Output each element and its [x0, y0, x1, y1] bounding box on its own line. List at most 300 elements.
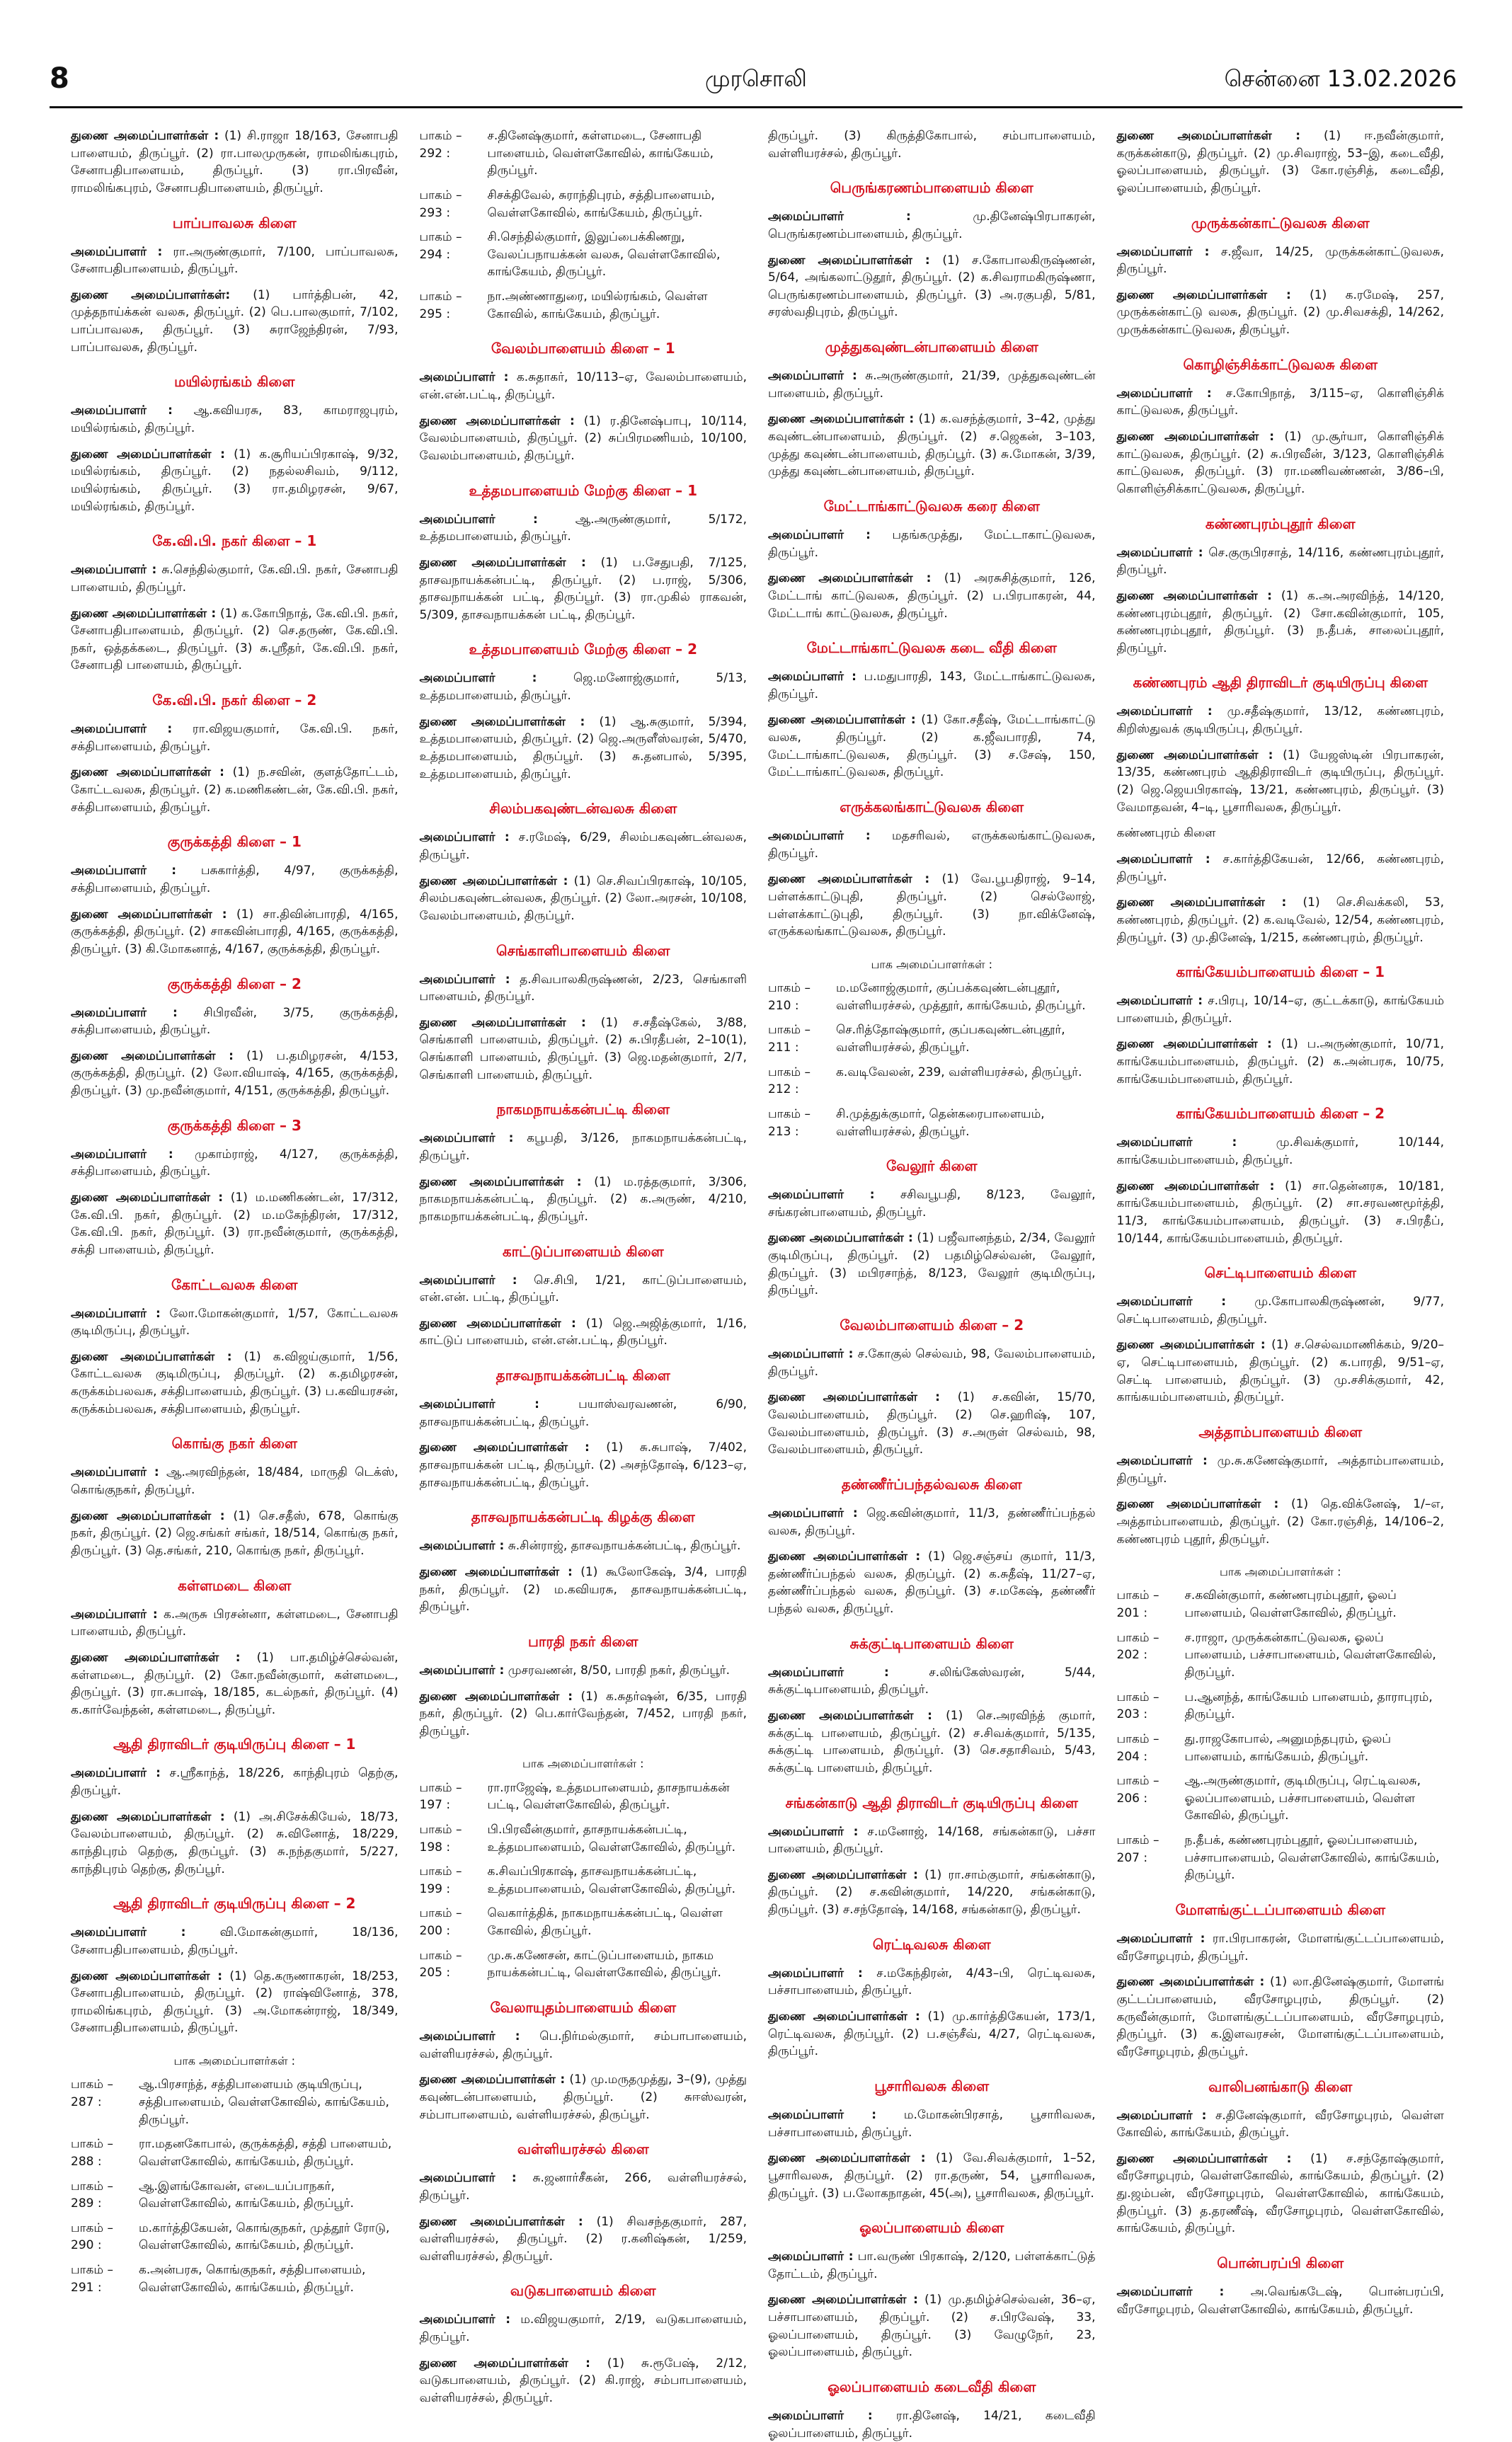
- branch-title: மேட்டாங்காட்டுவலசு கரை கிளை: [823, 497, 1040, 515]
- role-label: துணை அமைப்பாளர்கள் :: [768, 1867, 918, 1882]
- booth-row: [420, 1905, 748, 1939]
- member-details: ஆ.அரவிந்தன், 18/484, மாருதி டெக்ஸ், கொங்குநகர், திருப்பூர்.: [71, 1465, 399, 1498]
- member-paragraph: [1117, 894, 1445, 946]
- section-subhead: பாக அமைப்பாளர்கள் :: [1220, 1565, 1341, 1579]
- member-paragraph: [1117, 385, 1445, 420]
- role-label: துணை அமைப்பாளர்கள் :: [71, 447, 225, 462]
- branch-entry: [420, 1507, 748, 1616]
- role-label: துணை அமைப்பாளர்கள் :: [1116, 895, 1287, 910]
- member-details: ரா.விஜயகுமார், கே.வி.பி. நகர், சக்திபாளையம், திருப்பூர்.: [71, 722, 399, 754]
- role-label: துணை அமைப்பாளர்கள் :: [419, 2214, 583, 2229]
- branch-title: பொன்பரப்பி கிளை: [1217, 2254, 1344, 2271]
- branch-title: கே.வி.பி. நகர் கிளை – 2: [152, 692, 317, 709]
- booth-number: பாகம் – 212 :: [768, 1065, 811, 1097]
- role-label: அமைப்பாளர் :: [71, 1005, 178, 1020]
- member-paragraph: [768, 2407, 1096, 2442]
- booth-number: பாகம் – 204 :: [1116, 1731, 1159, 1764]
- member-paragraph: [420, 1315, 748, 1350]
- booth-details: ந.தீபக், கண்ணபுரம்புதூர், ஓலப்பாளையம், பச்சாபாளையம், வெள்ளகோவில், காங்கேயம், திருப்பூர்.: [1184, 1833, 1440, 1883]
- member-details: சசிவபூபதி, 8/123, வேலூர், சங்கரன்பாளையம், திருப்பூர்.: [768, 1188, 1096, 1220]
- booth-row: [1117, 1629, 1445, 1682]
- branch-title: ஓலப்பாளையம் கிளை: [859, 2219, 1004, 2237]
- section-subhead: பாக அமைப்பாளர்கள் :: [522, 1757, 644, 1771]
- member-details: (1) மு.தமிழ்ச்செல்வன், 36–ஏ, பச்சாபாளையம், திருப்பூர். (2) ச.பிரவேஷ், 33, ஓலப்பாளையம், திருப்பூர். (3) வேழுநேர், 23, ஓலப்பாளையம், திருப்பூர்.: [768, 2293, 1096, 2360]
- booth-details: சி.முத்துக்குமார், தென்கரைபாளையம், வள்ளியரச்சல், திருப்பூர்.: [836, 1106, 1045, 1139]
- member-paragraph: [768, 1389, 1096, 1459]
- member-details: (1) கூலோகேஷ், 3/4, பாரதி நகர், திருப்பூர். (2) ம.கவியரசு, தாசவநாயக்கன்பட்டி, திருப்பூர்.: [419, 1564, 748, 1615]
- branch-title: மேட்டாங்காட்டுவலசு கடை வீதி கிளை: [806, 639, 1057, 657]
- role-label: துணை அமைப்பாளர்கள் :: [419, 2073, 566, 2087]
- member-paragraph: [1117, 1496, 1445, 1548]
- member-paragraph: [71, 1004, 399, 1039]
- booth-number: பாகம் – 201 :: [1116, 1588, 1159, 1621]
- booth-details: ச.ராஜா, முருக்கன்காட்டுவலசு, ஓலப் பாளையம், பச்சாபாளையம், வெள்ளகோவில், திருப்பூர்.: [1184, 1630, 1436, 1680]
- role-label: அமைப்பாளர் :: [768, 2409, 873, 2423]
- branch-entry: [420, 2139, 748, 2265]
- member-details: செ.சிபி, 1/21, காட்டுப்பாளையம், என்.என். பட்டி, திருப்பூர்.: [419, 1273, 748, 1305]
- branch-entry: [768, 1156, 1096, 1300]
- member-details: (1) ம.மணிகண்டன், 17/312, கே.வி.பி. நகர், திருப்பூர். (2) ம.மகேந்திரன், 17/312, கே.வி.பி. நகர், திருப்பூர். (3) ரா.நவீன்குமார், குருக்கத்தி, சக்தி பாளையம், திருப்பூர்.: [71, 1190, 399, 1257]
- branch-title: கண்ணபுரம்புதூர் கிளை: [1205, 515, 1356, 532]
- branch-entry: [71, 1893, 399, 2037]
- booth-number: பாகம் – 207 :: [1116, 1833, 1159, 1865]
- role-label: அமைப்பாளர் :: [768, 829, 871, 844]
- member-paragraph: [1117, 2107, 1445, 2142]
- member-details: (1) லா.தினேஷ்குமார், மோளங் குட்டப்பாளையம், வீரசோழபுரம், திருப்பூர். (2) கருவீன்குமார், மோளங்குட்டப்பாளையம், வீரசோழபுரம், திருப்பூர். (3) க.இளவரசன், மோளங்குட்டப்பாளையம், வீரசோழபுரம், திருப்பூர்.: [1116, 1975, 1445, 2059]
- role-label: அமைப்பாளர் :: [419, 1663, 505, 1678]
- branch-entry: [71, 690, 399, 816]
- member-paragraph: [71, 287, 399, 357]
- role-label: அமைப்பாளர் :: [1116, 2285, 1225, 2299]
- branch-entry: [768, 1634, 1096, 1777]
- branch-entry: [420, 1242, 748, 1351]
- branch-title: முருக்கன்காட்டுவலசு கிளை: [1191, 214, 1370, 231]
- branch-title: செங்காளிபாளையம் கிளை: [496, 941, 670, 959]
- role-label: அமைப்பாளர் :: [768, 369, 857, 384]
- booth-details: ஆ.இளங்கோவன், எடையப்பாநகர், வெள்ளகோவில், காங்கேயம், திருப்பூர்.: [139, 2179, 354, 2211]
- member-paragraph: [768, 367, 1096, 402]
- member-paragraph: [71, 605, 399, 675]
- booth-row: [71, 2076, 399, 2128]
- role-label: அமைப்பாளர் :: [1116, 386, 1212, 401]
- booth-row: [71, 2136, 399, 2170]
- branch-entry: [1117, 1104, 1445, 1247]
- member-details: (1) க.ரமேஷ், 257, முருக்கன்காட்டு வலசு, திருப்பூர். (2) மு.சிவசக்தி, 14/262, முருக்கன்காட்டுவலசு, திருப்பூர்.: [1116, 287, 1445, 338]
- role-label: துணை அமைப்பாளர்கள் :: [1116, 1179, 1275, 1193]
- branch-title: குருக்கத்தி கிளை – 1: [167, 833, 302, 851]
- member-details: ச.கார்த்திகேயன், 12/66, கண்ணபுரம், திருப்பூர்.: [1116, 852, 1445, 884]
- branch-title: வாலிபனங்காடு கிளை: [1208, 2077, 1353, 2095]
- member-paragraph: [768, 1229, 1096, 1300]
- member-details: வி.மோகன்குமார், 18/136, சேனாபதிபாளையம், திருப்பூர்.: [71, 1925, 399, 1957]
- member-details: (1) ரா.சாம்குமார், சங்கன்காடு, திருப்பூர். (2) ச.கவின்குமார், 14/220, சங்கன்காடு, திருப்பூர். (3) ச.சந்தோஷ், 14/168, சங்கன்காடு, திருப்பூர்.: [768, 1867, 1096, 1918]
- member-details: சு.செந்தில்குமார், கே.வி.பி. நகர், சேனாபதி பாளையம், திருப்பூர்.: [71, 563, 399, 595]
- booth-details: சிசக்திவேல், சுராந்திபுரம், சத்திபாளையம், வெள்ளகோவில், காங்கேயம், திருப்பூர்.: [487, 188, 715, 220]
- branch-title: சங்கன்காடு ஆதி திராவிடர் குடியிருப்பு கிளை: [785, 1794, 1078, 1811]
- role-label: துணை அமைப்பாளர்கள் :: [71, 907, 227, 922]
- branch-entry: [768, 496, 1096, 622]
- member-paragraph: [1117, 428, 1445, 498]
- role-label: துணை அமைப்பாளர்கள் :: [768, 253, 930, 268]
- member-details: (1) மு.சூர்யா, கொளிஞ்சிக் காட்டுவலசு, திருப்பூர். (2) சு.பிரவீன், 3/123, கொளிஞ்சிக் காட்டுவலசு, திருப்பூர். (3) ரா.மணிவண்ணன், 3/86–பி, கொளிஞ்சிக்காட்டுவலசு, திருப்பூர்.: [1116, 430, 1444, 496]
- member-paragraph: [1117, 747, 1445, 817]
- branch-entry: [768, 797, 1096, 941]
- member-details: (1) சா.தென்னரசு, 10/181, காங்கேயம்பாளையம், திருப்பூர். (2) சா.சரவணமூர்த்தி, 11/3, காங்கேயம்பாளையம், திருப்பூர். (3) ச.பிரதீப், 10/144, காங்கேயம்பாளையம், திருப்பூர்.: [1116, 1179, 1445, 1246]
- role-label: அமைப்பாளர் :: [768, 1824, 859, 1839]
- role-label: அமைப்பாளர் :: [768, 1347, 854, 1362]
- member-details: செ.குருபிரசாத், 14/116, கண்ணபுரம்புதூர், திருப்பூர்.: [1116, 545, 1444, 578]
- branch-entry: [768, 1934, 1096, 2060]
- branch-title: ஓலப்பாளையம் கடைவீதி கிளை: [827, 2378, 1036, 2395]
- branch-entry: [768, 1315, 1096, 1459]
- role-label: துணை அமைப்பாளர்கள் :: [768, 2151, 926, 2166]
- member-details: முகாம்ராஜ், 4/127, குருக்கத்தி, சக்திபாளையம், திருப்பூர்.: [71, 1147, 399, 1179]
- booth-row: [768, 980, 1096, 1014]
- role-label: அமைப்பாளர் :: [71, 722, 173, 737]
- role-label: துணை அமைப்பாளர்கள் :: [1116, 1037, 1272, 1052]
- booth-number: பாகம் – 198 :: [419, 1822, 462, 1855]
- member-paragraph: [1117, 1973, 1445, 2060]
- section-subhead: பாக அமைப்பாளர்கள் :: [871, 957, 992, 971]
- role-label: துணை அமைப்பாளர்கள் :: [71, 1968, 223, 1983]
- member-details: (1) ப.தமிழரசன், 4/153, குருக்கத்தி, திருப்பூர். (2) லோ.வியாஷ், 4/165, குருக்கத்தி, திருப்பூர். (3) மு.நவீன்குமார், 4/151, குருக்கத்தி, திருப்பூர்.: [71, 1048, 399, 1099]
- booth-row: [420, 288, 748, 323]
- member-details: சு.அருண்குமார், 21/39, முத்துகவுண்டன் பாளையம், திருப்பூர்.: [768, 369, 1096, 401]
- branch-title: ஆதி திராவிடர் குடியிருப்பு கிளை – 2: [113, 1895, 356, 1913]
- member-paragraph: [768, 1186, 1096, 1221]
- member-paragraph: [71, 1968, 399, 2038]
- member-paragraph: [1117, 243, 1445, 278]
- role-label: துணை அமைப்பாளர்கள் :: [419, 1316, 576, 1331]
- booth-details: வெகார்த்திக், நாகமநாயக்கன்பட்டி, வெள்ள கோவில், திருப்பூர்.: [487, 1906, 723, 1939]
- member-details: பா.வருண் பிரகாஷ், 2/120, பள்ளக்காட்டுத் தோட்டம், திருப்பூர்.: [768, 2249, 1096, 2281]
- booth-row: [420, 127, 748, 180]
- booth-row: [420, 1947, 748, 1982]
- member-paragraph: [1117, 1336, 1445, 1406]
- member-details: ச.தினேஷ்குமார், வீரசோழபுரம், வெள்ள கோவில், காங்கேயம், திருப்பூர்.: [1116, 2108, 1445, 2140]
- member-paragraph: [1117, 825, 1445, 842]
- branch-title: வள்ளியரச்சல் கிளை: [517, 2140, 649, 2158]
- booth-row: [420, 1779, 748, 1814]
- booth-details: க.அன்பரசு, கொங்குநகர், சத்திபாளையம், வெள்ளகோவில், காங்கேயம், திருப்பூர்.: [139, 2263, 366, 2295]
- role-label: அமைப்பாளர் :: [419, 1273, 517, 1288]
- member-details: (1) அரசுசித்குமார், 126, மேட்டாங் காட்டுவலசு, திருப்பூர். (2) ப.பிரபாகரன், 44, மேட்டாங் காட்டுவலசு, திருப்பூர்.: [768, 571, 1096, 621]
- role-label: துணை அமைப்பாளர்கள் :: [419, 2356, 590, 2371]
- member-details: பெ.நிர்மல்குமார், சம்பாபாளையம், வள்ளியரச்சல், திருப்பூர்.: [419, 2029, 748, 2061]
- role-label: துணை அமைப்பாளர்கள் :: [1116, 430, 1274, 445]
- member-details: ரா.தினேஷ், 14/21, கடைவீதி ஓலப்பாளையம், திருப்பூர்.: [768, 2409, 1096, 2441]
- member-details: (1) செ.சதீஸ், 678, கொங்கு நகர், திருப்பூர். (2) ஜெ.சங்கர் சங்கர், 18/514, கொங்கு நகர், திருப்பூர். (3) தெ.சங்கர், 210, கொங்கு நகர், திருப்பூர்.: [71, 1508, 399, 1558]
- branch-entry: [768, 178, 1096, 321]
- branch-entry: [420, 639, 748, 783]
- role-label: அமைப்பாளர் :: [419, 2029, 520, 2044]
- role-label: அமைப்பாளர் :: [1116, 1135, 1237, 1150]
- booth-details: நா.அண்ணாதுரை, மயில்ரங்கம், வெள்ள கோவில், காங்கேயம், திருப்பூர்.: [487, 290, 708, 321]
- role-label: அமைப்பாளர் :: [768, 210, 911, 224]
- role-label: துணை அமைப்பாளர்கள் :: [71, 129, 219, 143]
- booth-number: பாகம் – 213 :: [768, 1106, 811, 1139]
- booth-number: பாகம் – 197 :: [419, 1780, 462, 1813]
- member-details: (1) க.கோபிநாத், கே.வி.பி. நகர், சேனாபதிபாளையம், திருப்பூர். (2) செ.தருண், கே.வி.பி. நகர், ஒத்தக்கடை, திருப்பூர். (3) சு.ஸ்ரீதர், கே.வி.பி. நகர், சேனாபதி பாளையம், திருப்பூர்.: [71, 606, 399, 673]
- booth-number: பாகம் – 291 :: [71, 2263, 113, 2295]
- booth-row: [1117, 1772, 1445, 1825]
- booth-row: [420, 1821, 748, 1856]
- member-details: (1) தெ.விக்னேஷ், 1/–எ, அத்தாம்பாளையம், திருப்பூர். (2) கோ.ரஞ்சித், 14/106–2, கண்ணபுரம் புதூர், திருப்பூர்.: [1116, 1497, 1445, 1547]
- role-label: துணை அமைப்பாளர்கள் :: [419, 714, 585, 729]
- member-paragraph: [768, 1346, 1096, 1380]
- booth-row: [768, 1021, 1096, 1056]
- member-paragraph: [1117, 1134, 1445, 1169]
- role-label: அமைப்பாளர் :: [1116, 704, 1213, 719]
- role-label: அமைப்பாளர் :: [1116, 1295, 1227, 1309]
- member-paragraph: [1117, 1930, 1445, 1965]
- booth-row: [71, 2262, 399, 2296]
- booth-row: [420, 187, 748, 222]
- role-label: துணை அமைப்பாளர்கள் :: [71, 1650, 241, 1665]
- role-label: துணை அமைப்பாளர்கள் :: [768, 713, 916, 728]
- member-paragraph: [71, 906, 399, 958]
- branch-title: கொழிஞ்சிக்காட்டுவலசு கிளை: [1183, 355, 1378, 373]
- member-paragraph: [420, 1130, 748, 1164]
- role-label: அமைப்பாளர் :: [71, 403, 173, 418]
- role-label: துணை அமைப்பாளர்கள் :: [768, 1708, 932, 1723]
- branch-title: வேலம்பாளையம் கிளை – 2: [840, 1317, 1024, 1334]
- member-details: பசுகார்த்தி, 4/97, குருக்கத்தி, சக்திபாளையம், திருப்பூர்.: [71, 864, 399, 895]
- branch-title: ஆதி திராவிடர் குடியிருப்பு கிளை – 1: [113, 1736, 356, 1753]
- branch-title: சுக்குட்டிபாளையம் கிளை: [849, 1634, 1014, 1652]
- role-label: அமைப்பாளர் :: [419, 972, 510, 987]
- member-paragraph: [768, 1823, 1096, 1858]
- role-label: அமைப்பாளர் :: [419, 1539, 505, 1554]
- role-label: அமைப்பாளர் :: [1116, 545, 1203, 560]
- role-label: அமைப்பாளர் :: [71, 1607, 158, 1622]
- branch-entry: [420, 1365, 748, 1491]
- booth-details: து.ராஜகோபால், அனுமந்தபுரம், ஓலப் பாளையம், காங்கேயம், திருப்பூர்.: [1184, 1731, 1391, 1764]
- role-label: துணை அமைப்பாளர்கள் :: [1116, 1338, 1266, 1353]
- member-paragraph: [420, 369, 748, 403]
- booth-details: மு.சு.கணேசன், காட்டுப்பாளையம், நாகம நாயக்கன்பட்டி, வெள்ளகோவில், திருப்பூர்.: [487, 1948, 721, 1980]
- branch-title: நாகமநாயக்கன்பட்டி கிளை: [496, 1101, 670, 1118]
- member-details: (1) ந.சவின், குளத்தோட்டம், கோட்டவலசு, திருப்பூர். (2) க.மணிகண்டன், கே.வி.பி. நகர், சக்திபாளையம், திருப்பூர்.: [71, 765, 399, 815]
- branch-entry: [1117, 514, 1445, 658]
- role-label: துணை அமைப்பாளர்கள் :: [71, 1048, 234, 1063]
- member-details: (1) க.அ.அரவிந்த், 14/120, கண்ணபுரம்புதூர், திருப்பூர். (2) சோ.கவின்குமார், 105, கண்ணபுரம்புதூர், திருப்பூர். (3) ந.தீபக், சாலைப்புதூர், திருப்பூர்.: [1116, 588, 1445, 655]
- member-details: ச.கோகுல் செல்வம், 98, வேலம்பாளையம், திருப்பூர்.: [768, 1347, 1096, 1379]
- branch-entry: [768, 1793, 1096, 1919]
- branch-title: கோட்டவலசு கிளை: [171, 1276, 298, 1293]
- role-label: அமைப்பாளர் :: [768, 2249, 854, 2264]
- booth-details: செ.ரித்தோஷ்குமார், குப்பகவுண்டன்புதூர், வள்ளியரச்சல், திருப்பூர்.: [836, 1023, 1065, 1055]
- member-paragraph: [71, 1348, 399, 1418]
- member-details: மதசரிவல், எருக்கலங்காட்டுவலசு, திருப்பூர்.: [768, 829, 1096, 861]
- booth-details: ரா.ராஜேஷ், உத்தமபாளையம், தாசநாயக்கன் பட்டி, வெள்ளகோவில், திருப்பூர்.: [487, 1780, 730, 1813]
- branch-title: பாப்பாவலசு கிளை: [172, 214, 297, 231]
- member-paragraph: [71, 1048, 399, 1100]
- member-details: (1) வே.பூபதிராஜ், 9–14, பள்ளக்காட்டுபுதி, திருப்பூர். (2) செல்லோஜ், பள்ளக்காட்டுபுதி, திருப்பூர். (3) நா.விக்னேஷ், எருக்கலங்காட்டுவலசு, திருப்பூர்.: [768, 872, 1096, 939]
- booth-number: பாகம் – 199 :: [419, 1864, 462, 1896]
- member-details: (1) தெ.கருணாகரன், 18/253, சேனாபதிபாளையம், திருப்பூர். (2) ராஷ்வினோத், 378, ராமலிங்கபுரம், திருப்பூர். (3) அ.மோகன்ராஜ், 18/349, சேனாபதிபாளையம், திருப்பூர்.: [71, 1968, 399, 2036]
- member-paragraph: [768, 668, 1096, 703]
- member-details: மு.கோபாலகிருஷ்ணன், 9/77, செட்டிபாளையம், திருப்பூர்.: [1116, 1295, 1444, 1326]
- branch-entry: [71, 127, 399, 197]
- branch-title: காங்கேயம்பாளையம் கிளை – 1: [1176, 963, 1385, 981]
- branch-entry: [768, 1474, 1096, 1618]
- member-paragraph: [1117, 1293, 1445, 1328]
- branch-title: மயில்ரங்கம் கிளை: [174, 373, 295, 391]
- role-label: துணை அமைப்பாளர்கள் :: [1116, 747, 1273, 762]
- member-details: (1) ஜெ.சஞ்சய் குமார், 11/3, தண்ணீர்ப்பந்தல் வலசு, திருப்பூர். (2) க.சுதீஷ், 11/27–ஏ, தண்ணீர்ப்பந்தல் வலசு, திருப்பூர். (3) ச.மகேஷ், தண்ணீர் பந்தல் வலசு, திருப்பூர்.: [768, 1549, 1096, 1617]
- role-label: அமைப்பாளர் :: [768, 2107, 877, 2122]
- member-paragraph: [420, 873, 748, 925]
- booth-number: பாகம் – 211 :: [768, 1023, 811, 1055]
- member-paragraph: [71, 1305, 399, 1340]
- branch-entry: [420, 127, 748, 323]
- member-paragraph: [768, 827, 1096, 862]
- role-label: அமைப்பாளர் :: [71, 1766, 161, 1781]
- branch-title: பூசாரிவலசு கிளை: [874, 2077, 990, 2094]
- role-label: துணை அமைப்பாளர்கள் :: [768, 2293, 918, 2308]
- role-label: அமைப்பாளர் :: [419, 2312, 511, 2327]
- member-details: த.சிவபாலகிருஷ்ணன், 2/23, செங்காளி பாளையம், திருப்பூர்.: [419, 972, 748, 1004]
- member-details: ம.விஜயகுமார், 2/19, வடுகபாளையம், திருப்பூர்.: [419, 2312, 748, 2345]
- role-label: அமைப்பாளர் :: [768, 1188, 875, 1203]
- member-paragraph: [768, 1707, 1096, 1777]
- role-label: துணை அமைப்பாளர்கள் :: [768, 571, 932, 586]
- member-paragraph: [71, 127, 399, 197]
- member-paragraph: [71, 243, 399, 278]
- branch-title: எருக்கலங்காட்டுவலசு கிளை: [840, 798, 1024, 816]
- branch-title: வடுகபாளையம் கிளை: [510, 2282, 656, 2300]
- member-paragraph: [420, 670, 748, 704]
- member-paragraph: [71, 764, 399, 816]
- branch-entry: [768, 337, 1096, 481]
- member-paragraph: [768, 2150, 1096, 2202]
- role-label: அமைப்பாளர் :: [1116, 244, 1210, 259]
- member-details: (1) ச.கவின், 15/70, வேலம்பாளையம், திருப்பூர். (2) செ.ஹரிஷ், 107, வேலம்பாளையம், திருப்பூர். (3) ச.அருள் செல்வம், 98, வேலம்பாளையம், திருப்பூர்.: [768, 1390, 1096, 1457]
- role-label: துணை அமைப்பாளர்கள்:: [71, 287, 231, 302]
- member-paragraph: [71, 1606, 399, 1641]
- member-details: (1) ம.ரத்தகுமார், 3/306, நாகமநாயக்கன்பட்டி, திருப்பூர். (2) க.அருண், 4/210, நாகமநாயக்கன்பட்டி, திருப்பூர்.: [419, 1174, 747, 1224]
- member-paragraph: [420, 1174, 748, 1226]
- branch-title: கொங்கு நகர் கிளை: [171, 1435, 297, 1452]
- booth-number: பாகம் – 203 :: [1116, 1690, 1159, 1722]
- member-paragraph: [1117, 992, 1445, 1027]
- member-details: ஜெ.கவின்குமார், 11/3, தண்ணீர்ப்பந்தல் வலசு, திருப்பூர்.: [768, 1506, 1096, 1538]
- member-details: (1) சு.சுபாஷ், 7/402, தாசவநாயக்கன் பட்டி, திருப்பூர். (2) அசந்தோஷ், 6/123–ஏ, தாசவநாயக்கன்பட்டி, திருப்பூர்.: [419, 1440, 748, 1490]
- role-label: துணை அமைப்பாளர்கள் :: [1116, 287, 1291, 302]
- branch-entry: [420, 1755, 748, 1982]
- booth-details: ம.மனோஜ்குமார், குப்பக்கவுண்டன்புதூர், வள்ளியரச்சல், முத்தூர், காங்கேயம், திருப்பூர்.: [836, 981, 1086, 1013]
- booth-number: பாகம் – 202 :: [1116, 1630, 1159, 1663]
- column: [71, 127, 399, 2315]
- booth-number: பாகம் – 293 :: [419, 188, 462, 220]
- branch-entry: [420, 338, 748, 464]
- member-paragraph: [1117, 287, 1445, 339]
- member-details: ரா.பிரபாகரன், மோளங்குட்டப்பாளையம், வீரசோழபுரம், திருப்பூர்.: [1116, 1932, 1445, 1964]
- member-paragraph: [420, 1396, 748, 1431]
- member-details: (1) செ.அரவிந்த் குமார், சுக்குட்டி பாளையம், திருப்பூர். (2) ச.சிவக்குமார், 5/135, சுக்குட்டி பாளையம், திருப்பூர். (3) செ.சதாசிவம், 5/43, சுக்குட்டி பாளையம், திருப்பூர்.: [768, 1708, 1096, 1775]
- branch-title: முத்துகவுண்டன்பாளையம் கிளை: [825, 338, 1038, 356]
- member-paragraph: [1117, 1036, 1445, 1088]
- branch-entry: [1117, 1422, 1445, 1548]
- member-paragraph: [420, 2311, 748, 2346]
- branch-entry: [71, 1433, 399, 1559]
- member-details: ரா.அருண்குமார், 7/100, பாப்பாவலசு, சேனாபதிபாளையம், திருப்பூர்.: [71, 244, 399, 277]
- branch-entry: [768, 2377, 1096, 2442]
- member-details: ச.ரமேஷ், 6/29, சிலம்பகவுண்டன்வலசு, திருப்பூர்.: [419, 830, 748, 862]
- booth-number: பாகம் – 210 :: [768, 981, 811, 1013]
- branch-title: வேலாயுதம்பாளையம் கிளை: [490, 1999, 677, 2017]
- member-paragraph: [1117, 2283, 1445, 2318]
- member-paragraph: [768, 208, 1096, 243]
- role-label: துணை அமைப்பாளர்கள் :: [1116, 1497, 1279, 1512]
- member-details: (1) க.சூரியப்பிரகாஷ், 9/32, மயில்ரங்கம், திருப்பூர். (2) நதல்லசிவம், 9/112, மயில்ரங்கம், திருப்பூர். (3) ரா.தமிழரசன், 9/67, மயில்ரங்கம், திருப்பூர்.: [71, 447, 399, 514]
- member-paragraph: [71, 1924, 399, 1959]
- booth-details: க.வடிவேலன், 239, வள்ளியரச்சல், திருப்பூர்.: [836, 1065, 1082, 1079]
- member-paragraph: [420, 1662, 748, 1680]
- branch-entry: [420, 1632, 748, 1741]
- role-label: அமைப்பாளர் :: [419, 671, 537, 686]
- member-paragraph: [768, 2248, 1096, 2283]
- role-label: துணை அமைப்பாளர்கள் :: [1116, 588, 1272, 603]
- branch-title: தாசவநாயக்கன்பட்டி கிழக்கு கிளை: [471, 1508, 695, 1526]
- branch-entry: [71, 1734, 399, 1878]
- branch-entry: [1117, 213, 1445, 339]
- role-label: அமைப்பாளர் :: [419, 1397, 539, 1412]
- member-paragraph: [71, 1808, 399, 1879]
- member-paragraph: [71, 1464, 399, 1498]
- member-paragraph: [420, 1537, 748, 1555]
- member-details: ச.மனோஜ், 14/168, சங்கன்காடு, பச்சா பாளையம், திருப்பூர்.: [768, 1824, 1096, 1857]
- role-label: துணை அமைப்பாளர்கள் :: [768, 1390, 940, 1405]
- member-paragraph: [1117, 544, 1445, 579]
- role-label: அமைப்பாளர் :: [1116, 1932, 1205, 1947]
- member-details: (1) சு.ரூபேஷ், 2/12, வடுகபாளையம், திருப்பூர். (2) கி.ராஜ், சம்பாபாளையம், வள்ளியரச்சல், திருப்பூர்.: [419, 2356, 747, 2405]
- member-details: சிபிரவீன், 3/75, குருக்கத்தி, சக்திபாளையம், திருப்பூர்.: [71, 1005, 399, 1038]
- booth-row: [71, 2220, 399, 2254]
- role-label: அமைப்பாளர் :: [419, 512, 538, 527]
- member-details: (1) ப.சேதுபதி, 7/125, தாசவநாயக்கன்பட்டி, திருப்பூர். (2) ப.ராஜ், 5/306, தாசவநாயக்கன் பட்டி, திருப்பூர். (3) ரா.முகில் ராகவன், 5/309, தாசவநாயக்கன் பட்டி, திருப்பூர்.: [419, 555, 748, 622]
- booth-row: [420, 1863, 748, 1898]
- member-paragraph: [71, 721, 399, 755]
- role-label: அமைப்பாளர் :: [419, 370, 509, 385]
- branch-entry: [71, 832, 399, 958]
- role-label: அமைப்பாளர் :: [1116, 1454, 1208, 1469]
- member-paragraph: [71, 1146, 399, 1181]
- member-details: (1) வே.சிவக்குமார், 1–52, பூசாரிவலசு, திருப்பூர். (2) ரா.தருண், 54, பூசாரிவலசு, திருப்பூர். (3) ப.லோகநாதன், 45(அ), பூசாரிவலசு, திருப்பூர்.: [768, 2151, 1096, 2201]
- branch-title: தண்ணீர்ப்பந்தல்வலசு கிளை: [841, 1475, 1022, 1493]
- branch-title: தாசவநாயக்கன்பட்டி கிளை: [496, 1367, 670, 1385]
- member-details: (1) ர.தினேஷ்பாபு, 10/114, வேலம்பாளையம், திருப்பூர். (2) சுப்பிரமணியம், 10/100, வேலம்பாளையம், திருப்பூர்.: [419, 413, 747, 463]
- section-subhead: பாக அமைப்பாளர்கள் :: [173, 2054, 295, 2068]
- member-paragraph: [71, 862, 399, 897]
- member-details: க.அருசு பிரசன்னா, கள்ளமடை, சேனாபதி பாளையம், திருப்பூர்.: [71, 1607, 399, 1639]
- booth-row: [1117, 1832, 1445, 1884]
- branch-entry: [71, 1275, 399, 1418]
- member-paragraph: [1117, 127, 1445, 197]
- booth-number: பாகம் – 206 :: [1116, 1774, 1159, 1806]
- member-details: மு.சு.கணேஷ்குமார், அத்தாம்பாளையம், திருப்பூர்.: [1116, 1454, 1444, 1486]
- member-paragraph: [768, 527, 1096, 561]
- branch-title: வேலூர் கிளை: [886, 1157, 978, 1175]
- member-details: (1) செ.சிவக்கலி, 53, கண்ணபுரம், திருப்பூர். (2) க.வடிவேல், 12/54, கண்ணபுரம், திருப்பூர். (3) மு.தினேஷ், 1/215, கண்ணபுரம், திருப்பூர்.: [1116, 895, 1445, 945]
- role-label: துணை அமைப்பாளர்கள் :: [419, 1564, 573, 1579]
- branch-entry: [420, 1099, 748, 1225]
- member-paragraph: [71, 1765, 399, 1799]
- member-paragraph: [1117, 587, 1445, 658]
- role-label: அமைப்பாளர் :: [1116, 2108, 1207, 2123]
- member-details: ச.பிரபு, 10/14–ஏ, குட்டக்காடு, காங்கேயம் பாளையம், திருப்பூர்.: [1116, 994, 1445, 1026]
